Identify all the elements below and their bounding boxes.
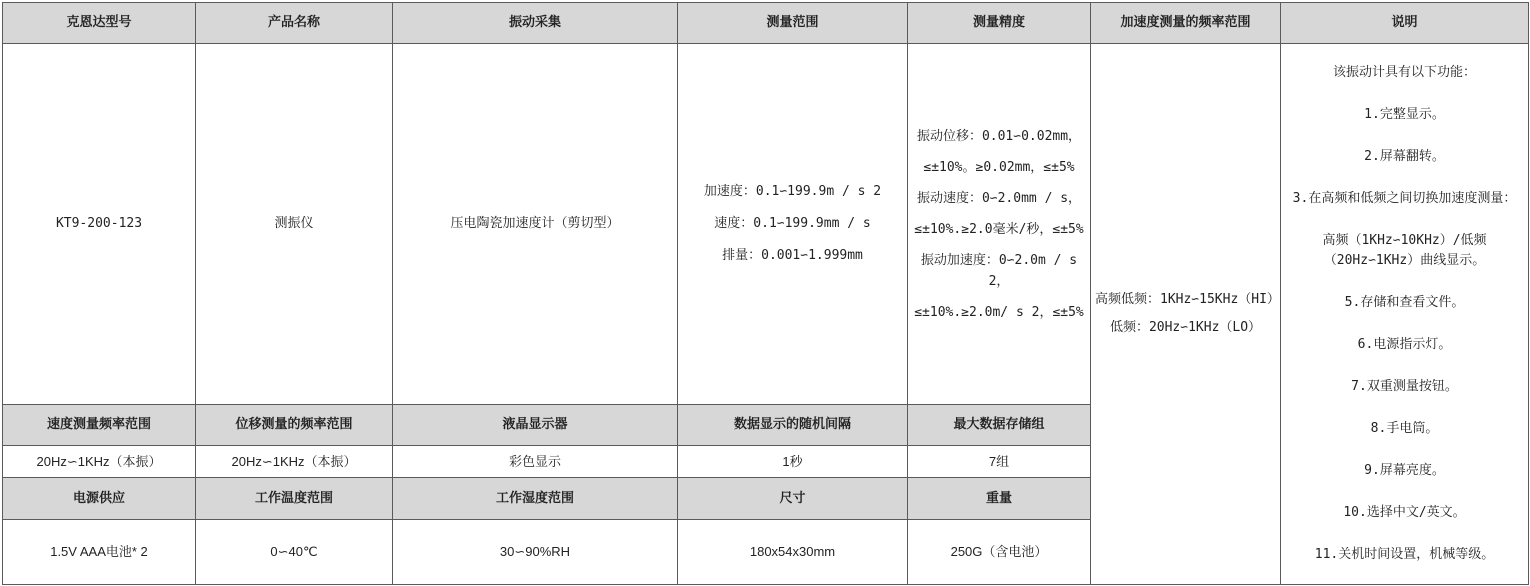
cell-notes	[1281, 44, 1529, 585]
note-line: 11.关机时间设置，机械等级。	[1314, 547, 1495, 562]
header-row-1	[3, 3, 1529, 44]
note-line: 2.屏幕翻转。	[1364, 148, 1445, 164]
accuracy-line: ≤±10%.≥2.0m/ s 2，≤±5%	[914, 304, 1084, 320]
range-acceleration: 加速度：0.1∽199.9m / s 2	[703, 184, 882, 199]
accuracy-line: 振动速度：0∽2.0mm / s，	[916, 190, 1082, 206]
note-line: 10.选择中文/英文。	[1343, 505, 1466, 520]
cell-temp-range: 0∽40℃	[196, 520, 393, 585]
note-line: 3.在高频和低频之间切换加速度测量：	[1292, 190, 1517, 206]
cell-accel-freq	[1091, 44, 1281, 585]
header-lcd: 液晶显示器	[393, 405, 678, 446]
cell-product-name: 测振仪	[196, 44, 393, 405]
note-line: 1.完整显示。	[1364, 106, 1445, 122]
header-notes: 说明	[1281, 3, 1529, 44]
cell-weight: 250G（含电池）	[908, 520, 1091, 585]
cell-accuracy	[908, 44, 1091, 405]
cell-range	[678, 44, 908, 405]
note-line: 9.屏幕亮度。	[1364, 463, 1445, 478]
header-size: 尺寸	[678, 478, 908, 520]
header-accel-freq: 加速度测量的频率范围	[1091, 3, 1281, 44]
accuracy-line: 振动位移：0.01∽0.02mm，	[916, 128, 1082, 144]
cell-display-interval: 1秒	[678, 446, 908, 478]
header-displacement-freq: 位移测量的频率范围	[196, 405, 393, 446]
data-row-1	[3, 44, 1529, 405]
cell-velocity-freq: 20Hz∽1KHz（本振）	[3, 446, 196, 478]
header-acquisition: 振动采集	[393, 3, 678, 44]
accel-freq-high: 高频低频：1KHz∽15KHz（HI）	[1095, 292, 1280, 307]
header-weight: 重量	[908, 478, 1091, 520]
range-velocity: 速度：0.1∽199.9mm / s	[714, 216, 871, 231]
note-line: 该振动计具有以下功能：	[1332, 64, 1476, 80]
header-range: 测量范围	[678, 3, 908, 44]
cell-size: 180x54x30mm	[678, 520, 908, 585]
cell-displacement-freq: 20Hz∽1KHz（本振）	[196, 446, 393, 478]
cell-power: 1.5V AAA电池* 2	[3, 520, 196, 585]
header-humidity-range: 工作湿度范围	[393, 478, 678, 520]
header-velocity-freq: 速度测量频率范围	[3, 405, 196, 446]
cell-lcd: 彩色显示	[393, 446, 678, 478]
cell-acquisition: 压电陶瓷加速度计（剪切型）	[393, 44, 678, 405]
accel-freq-low: 低频：20Hz∽1KHz（LO）	[1109, 320, 1262, 335]
header-display-interval: 数据显示的随机间隔	[678, 405, 908, 446]
range-displacement: 排量：0.001∽1.999mm	[722, 248, 863, 263]
header-product-name: 产品名称	[196, 3, 393, 44]
accuracy-line: 振动加速度：0∽2.0m / s 2，	[920, 252, 1078, 289]
note-line: 6.电源指示灯。	[1357, 337, 1452, 352]
header-max-storage: 最大数据存储组	[908, 405, 1091, 446]
note-line: 7.双重测量按钮。	[1351, 379, 1458, 394]
header-model: 克恩达型号	[3, 3, 196, 44]
spec-table	[2, 2, 1529, 585]
cell-max-storage: 7组	[908, 446, 1091, 478]
note-line: 5.存储和查看文件。	[1344, 295, 1465, 310]
note-line: 8.手电筒。	[1370, 421, 1439, 436]
header-accuracy: 测量精度	[908, 3, 1091, 44]
accuracy-line: ≤±10%.≥2.0毫米/秒，≤±5%	[914, 221, 1084, 237]
header-temp-range: 工作温度范围	[196, 478, 393, 520]
note-line: 高频（1KHz∽10KHz）/低频（20Hz∽1KHz）曲线显示。	[1322, 232, 1487, 268]
header-power: 电源供应	[3, 478, 196, 520]
accuracy-line: ≤±10%。≥0.02mm，≤±5%	[923, 159, 1075, 175]
cell-model: KT9-200-123	[3, 44, 196, 405]
cell-humidity-range: 30∽90%RH	[393, 520, 678, 585]
